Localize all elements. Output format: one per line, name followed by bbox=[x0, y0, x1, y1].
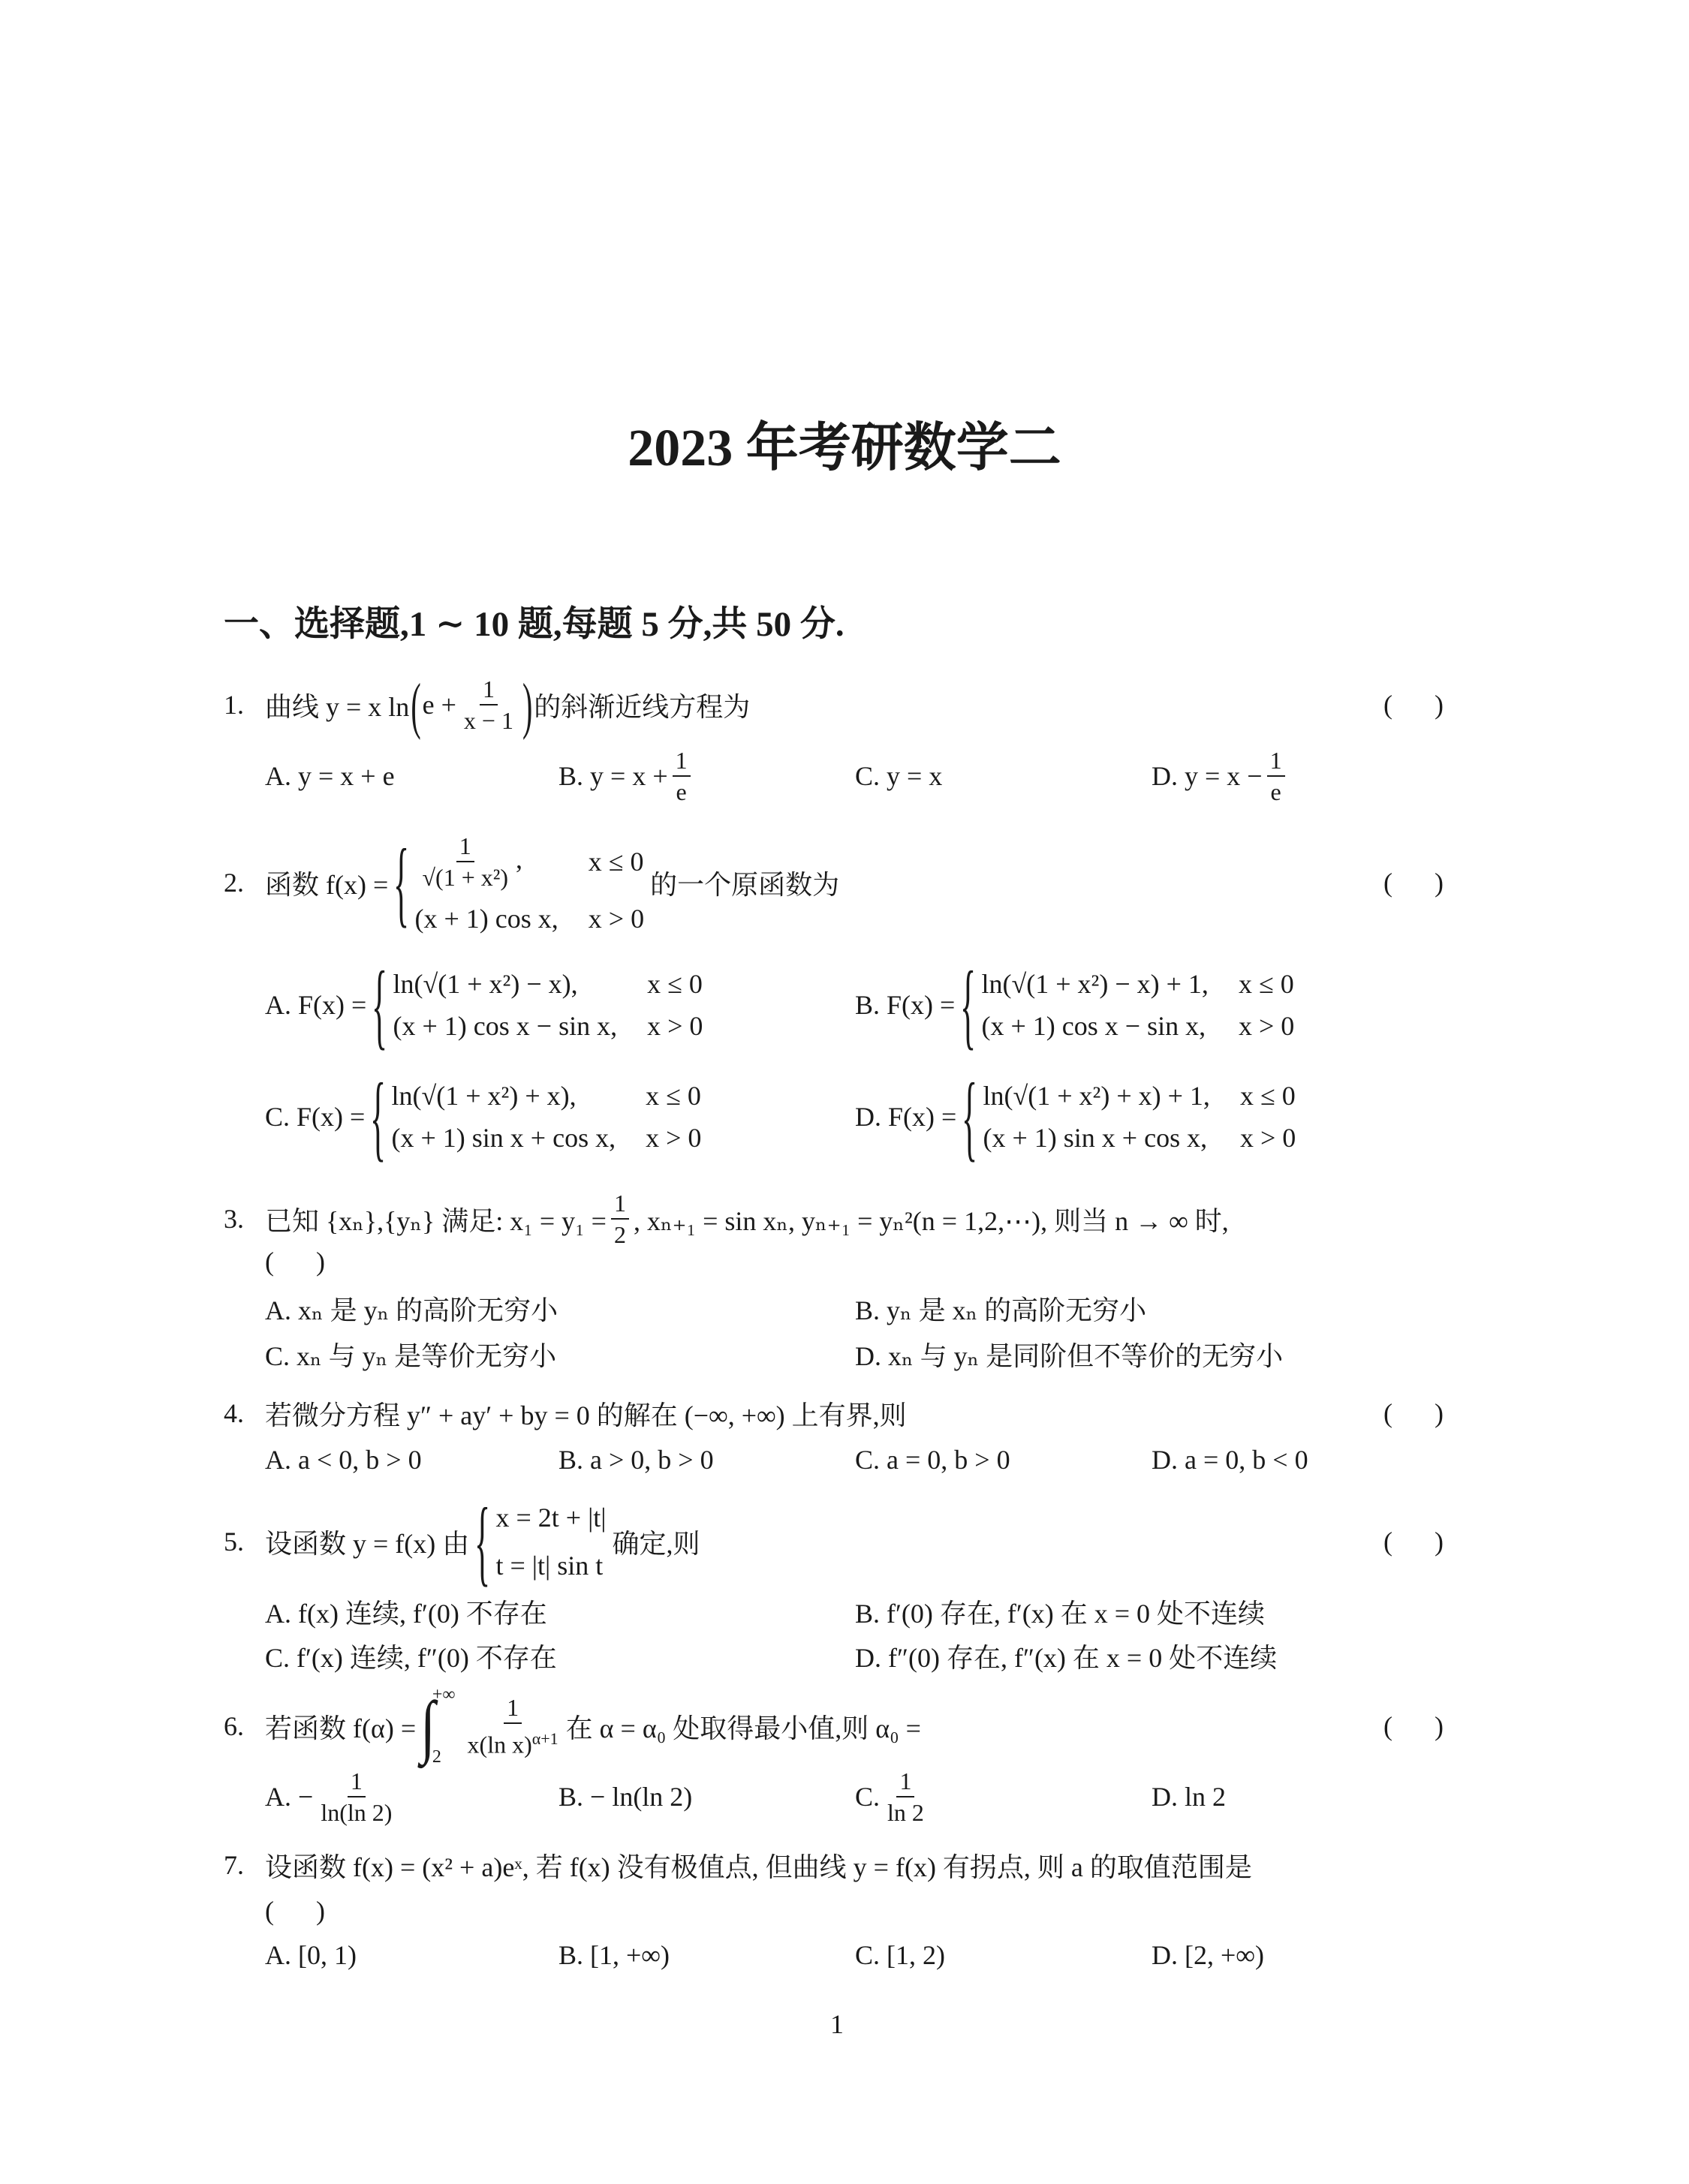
parametric-system bbox=[474, 1488, 607, 1596]
option-b: B. yₙ 是 xₙ 的高阶无穷小 bbox=[855, 1295, 1147, 1325]
integral-sign-icon: ∫ bbox=[420, 1686, 435, 1765]
question-number: 5. bbox=[224, 1527, 244, 1557]
piece-condition: x ≤ 0 bbox=[1238, 969, 1294, 999]
paren-close: ) bbox=[1435, 1398, 1444, 1428]
denominator bbox=[465, 1724, 561, 1760]
denominator: √(1 + x²) bbox=[422, 864, 508, 891]
option-text: D. y = x − bbox=[1152, 761, 1263, 791]
stem-text: 已知 {xₙ},{yₙ} 满足: x₁ = y₁ = bbox=[265, 1205, 607, 1236]
brace-icon: { bbox=[962, 1063, 978, 1171]
piecewise-function bbox=[372, 951, 703, 1059]
option-label: A. F(x) = bbox=[265, 990, 367, 1020]
fraction bbox=[465, 1692, 561, 1760]
answer-blank bbox=[1383, 1519, 1444, 1564]
option-text: C. bbox=[855, 1782, 881, 1812]
stem-text: 若微分方程 y″ + ay′ + by = 0 的解在 (−∞, +∞) 上有界,则 bbox=[265, 1400, 907, 1430]
answer-blank bbox=[1383, 860, 1444, 905]
stem-text: 的斜渐近线方程为 bbox=[534, 691, 751, 722]
paren-close: ) bbox=[1435, 1711, 1444, 1741]
page-title: 2023 年考研数学二 bbox=[628, 419, 1061, 477]
denominator-base: x(ln x) bbox=[467, 1731, 532, 1758]
piece-expr: (x + 1) cos x − sin x, bbox=[393, 1011, 618, 1041]
option-a: A. [0, 1) bbox=[265, 1940, 357, 1970]
option-text: A. − bbox=[265, 1782, 314, 1812]
answer-blank bbox=[265, 1888, 325, 1933]
page-number: 1 bbox=[830, 2009, 844, 2039]
paren-open: ( bbox=[1383, 1711, 1392, 1741]
denominator: e bbox=[1270, 778, 1281, 805]
option-d: D. [2, +∞) bbox=[1152, 1940, 1264, 1970]
numerator: 1 bbox=[348, 1766, 366, 1797]
numerator: 1 bbox=[673, 745, 691, 777]
fraction bbox=[611, 1188, 629, 1250]
piece-condition: x ≤ 0 bbox=[647, 969, 703, 999]
paren-close: ) bbox=[1435, 1527, 1444, 1557]
option-d: D. f″(0) 存在, f″(x) 在 x = 0 处不连续 bbox=[855, 1642, 1278, 1673]
option-b bbox=[558, 742, 695, 810]
brace-icon: { bbox=[474, 1488, 491, 1596]
brace-icon: { bbox=[370, 1063, 387, 1171]
section-heading: 一、选择题,1 ∼ 10 题,每题 5 分,共 50 分. bbox=[224, 604, 844, 644]
option-c: C. y = x bbox=[855, 761, 943, 791]
fraction bbox=[1267, 745, 1285, 807]
piecewise-function bbox=[960, 951, 1295, 1059]
question-number: 2. bbox=[224, 868, 244, 898]
fraction bbox=[419, 831, 511, 892]
option-b: B. − ln(ln 2) bbox=[558, 1782, 693, 1812]
numerator: 1 bbox=[480, 674, 498, 705]
denominator: ln 2 bbox=[887, 1799, 924, 1826]
piece-expr: ln(√(1 + x²) − x), bbox=[393, 969, 578, 999]
paren-open: ( bbox=[1383, 1398, 1392, 1428]
denominator: x − 1 bbox=[463, 707, 513, 734]
stem-text: , xₙ₊₁ = sin xₙ, yₙ₊₁ = yₙ²(n = 1,2,⋯), 则当 n → ∞ 时, bbox=[633, 1205, 1229, 1236]
option-a: A. a < 0, b > 0 bbox=[265, 1445, 422, 1475]
answer-blank bbox=[1383, 1391, 1444, 1436]
brace-icon: { bbox=[960, 951, 977, 1059]
equation-row: t = |t| sin t bbox=[495, 1551, 604, 1581]
question-number: 4. bbox=[224, 1398, 244, 1428]
stem-text: 的一个原函数为 bbox=[650, 869, 840, 900]
paren-open: ( bbox=[265, 1896, 274, 1926]
option-c: C. f′(x) 连续, f″(0) 不存在 bbox=[265, 1642, 557, 1673]
question-2-stem bbox=[224, 819, 839, 946]
option-a: A. y = x + e bbox=[265, 761, 395, 791]
numerator: 1 bbox=[504, 1692, 522, 1724]
fraction bbox=[884, 1766, 927, 1828]
denominator: e bbox=[676, 778, 687, 805]
numerator: 1 bbox=[456, 831, 474, 862]
piece-expr: (x + 1) cos x, bbox=[414, 904, 558, 934]
piece-condition: x ≤ 0 bbox=[1239, 1081, 1296, 1111]
lower-limit: 2 bbox=[432, 1747, 441, 1767]
option-c: C. xₙ 与 yₙ 是等价无穷小 bbox=[265, 1340, 557, 1371]
fraction bbox=[673, 745, 691, 807]
piece-expr: (x + 1) sin x + cos x, bbox=[983, 1123, 1208, 1153]
integral bbox=[420, 1685, 455, 1767]
piece-expr bbox=[414, 831, 558, 892]
piece-expr: ln(√(1 + x²) − x) + 1, bbox=[981, 969, 1209, 999]
piecewise-function bbox=[962, 1063, 1296, 1171]
piece-expr: (x + 1) cos x − sin x, bbox=[981, 1011, 1206, 1041]
option-d bbox=[1152, 742, 1290, 810]
piecewise-function bbox=[370, 1063, 702, 1171]
paren-open: ( bbox=[1383, 690, 1392, 720]
paren-open: ( bbox=[1383, 868, 1392, 898]
option-a: A. xₙ 是 yₙ 的高阶无穷小 bbox=[265, 1295, 558, 1325]
option-a bbox=[265, 949, 709, 1061]
option-label: B. F(x) = bbox=[855, 990, 956, 1020]
option-label: C. F(x) = bbox=[265, 1102, 366, 1132]
numerator: 1 bbox=[896, 1766, 914, 1797]
question-number: 7. bbox=[224, 1850, 244, 1880]
stem-text: 函数 f(x) = bbox=[265, 869, 389, 900]
option-b: B. a > 0, b > 0 bbox=[558, 1445, 714, 1475]
piece-condition: x > 0 bbox=[646, 1123, 702, 1153]
equation-row: x = 2t + |t| bbox=[495, 1503, 607, 1533]
piece-condition: x > 0 bbox=[1238, 1011, 1295, 1041]
right-paren: ) bbox=[522, 669, 533, 741]
option-d: D. ln 2 bbox=[1152, 1782, 1226, 1812]
option-d: D. a = 0, b < 0 bbox=[1152, 1445, 1308, 1475]
left-paren: ( bbox=[411, 669, 421, 741]
option-label: D. F(x) = bbox=[855, 1102, 957, 1132]
option-b: B. [1, +∞) bbox=[558, 1940, 670, 1970]
stem-text: 在 α = α₀ 处取得最小值,则 α₀ = bbox=[565, 1713, 921, 1743]
stem-text: 若函数 f(α) = bbox=[265, 1713, 417, 1743]
stem-text: 确定,则 bbox=[612, 1528, 700, 1559]
answer-blank bbox=[1383, 682, 1444, 727]
upper-limit: +∞ bbox=[432, 1685, 456, 1704]
option-c bbox=[855, 1763, 932, 1831]
comma: , bbox=[516, 844, 522, 874]
piece-expr: ln(√(1 + x²) + x) + 1, bbox=[983, 1081, 1210, 1111]
option-d: D. xₙ 与 yₙ 是同阶但不等价的无穷小 bbox=[855, 1340, 1284, 1371]
paren-close: ) bbox=[316, 1896, 325, 1926]
piece-condition: x > 0 bbox=[1239, 1123, 1296, 1153]
question-6-stem bbox=[224, 1677, 921, 1775]
piece-condition: x ≤ 0 bbox=[588, 847, 644, 877]
option-c: C. [1, 2) bbox=[855, 1940, 945, 1970]
answer-blank bbox=[265, 1239, 325, 1284]
question-number: 6. bbox=[224, 1711, 244, 1741]
option-c: C. a = 0, b > 0 bbox=[855, 1445, 1010, 1475]
brace-icon: { bbox=[393, 829, 410, 937]
stem-text: 设函数 y = f(x) 由 bbox=[265, 1528, 470, 1559]
option-d bbox=[855, 1060, 1302, 1173]
option-b bbox=[855, 949, 1300, 1061]
stem-text: 曲线 y = x ln bbox=[265, 691, 410, 722]
piece-condition: x > 0 bbox=[588, 904, 645, 934]
option-b: B. f′(0) 存在, f′(x) 在 x = 0 处不连续 bbox=[855, 1598, 1265, 1629]
numerator: 1 bbox=[1267, 745, 1285, 777]
piecewise-function bbox=[393, 829, 645, 937]
paren-close: ) bbox=[1435, 868, 1444, 898]
fraction bbox=[461, 674, 516, 736]
piece-condition: x > 0 bbox=[647, 1011, 703, 1041]
exponent: α+1 bbox=[531, 1729, 558, 1749]
option-a bbox=[265, 1763, 399, 1831]
question-number: 1. bbox=[224, 690, 244, 720]
question-7-stem bbox=[224, 1843, 1252, 1888]
option-c bbox=[265, 1060, 707, 1173]
denominator: 2 bbox=[613, 1221, 626, 1248]
question-4-stem bbox=[224, 1391, 907, 1436]
option-text: B. y = x + bbox=[558, 761, 668, 791]
paren-open: ( bbox=[1383, 1527, 1392, 1557]
paren-open: ( bbox=[265, 1247, 274, 1277]
paren-close: ) bbox=[316, 1247, 325, 1277]
piece-expr: (x + 1) sin x + cos x, bbox=[391, 1123, 616, 1153]
question-number: 3. bbox=[224, 1204, 244, 1234]
fraction bbox=[318, 1766, 395, 1828]
brace-icon: { bbox=[372, 951, 388, 1059]
numerator: 1 bbox=[611, 1188, 629, 1220]
stem-text: e + bbox=[422, 690, 456, 720]
question-3-stem bbox=[224, 1185, 1229, 1253]
question-1-stem bbox=[224, 671, 750, 739]
denominator: ln(ln 2) bbox=[321, 1799, 393, 1826]
piece-expr: ln(√(1 + x²) + x), bbox=[391, 1081, 577, 1111]
answer-blank bbox=[1383, 1704, 1444, 1749]
question-5-stem bbox=[224, 1489, 700, 1594]
stem-text: 设函数 f(x) = (x² + a)eˣ, 若 f(x) 没有极值点, 但曲线 y = f(x) 有拐点, 则 a 的取值范围是 bbox=[265, 1852, 1252, 1882]
piece-condition: x ≤ 0 bbox=[646, 1081, 701, 1111]
option-a: A. f(x) 连续, f′(0) 不存在 bbox=[265, 1598, 547, 1629]
paren-close: ) bbox=[1435, 690, 1444, 720]
